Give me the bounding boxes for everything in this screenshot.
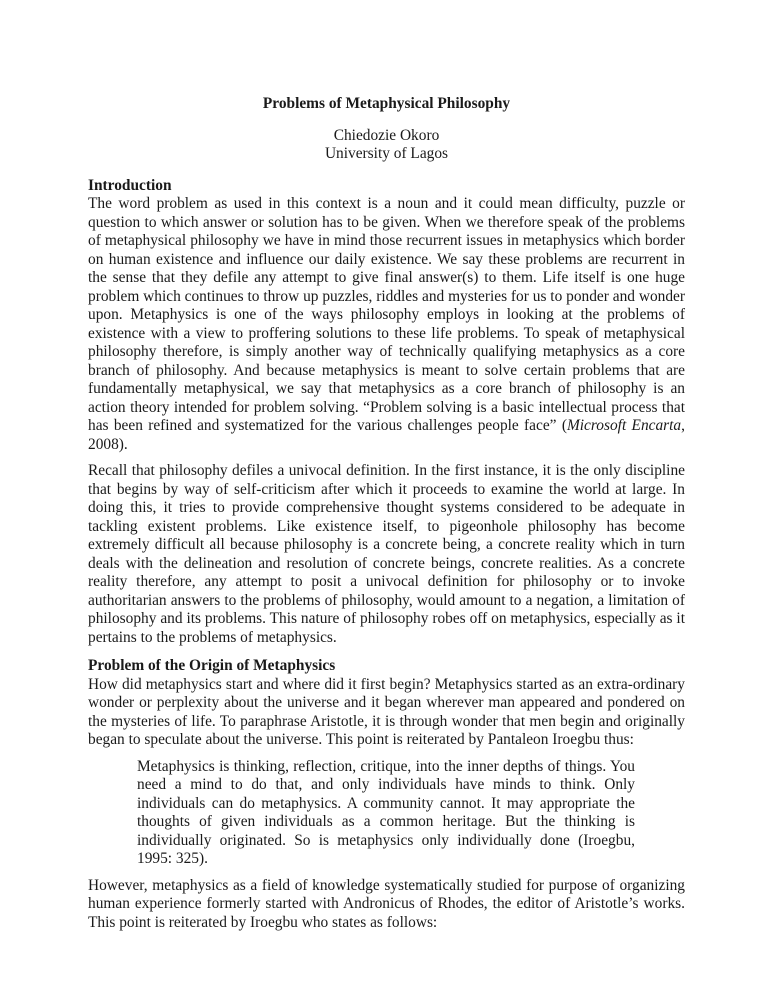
section-introduction (88, 177, 685, 648)
author-name: Chiedozie Okoro (333, 126, 440, 144)
section-heading-origin: Problem of the Origin of Metaphysics (88, 657, 336, 674)
front-matter (88, 95, 685, 164)
section-origin-of-metaphysics (88, 657, 685, 932)
paragraph-intro-2: Recall that philosophy defiles a univocal definition. In the first instance, it is the only discipline that begins by way of self-criticism after which it proceeds to examine the world at large. In doing this, it tries to provide comprehensive thought systems considered to be adequate in tackling existent problems. Like existence itself, to pigeonhole philosophy has become extremely difficult all because philosophy is a concrete being, a concrete reality which in turn deals with the delineation and resolution of concrete beings, concrete realities. As a concrete reality therefore, any attempt to posit a univocal definition for philosophy or to invoke authoritarian answers to the problems of philosophy, would amount to a negation, a limitation of philosophy and its problems. This nature of philosophy robes off on metaphysics, especially as it pertains to the problems of metaphysics. (88, 462, 685, 646)
citation-source: Microsoft Encarta (566, 417, 682, 434)
block-quote-iroegbu: Metaphysics is thinking, reflection, critique, into the inner depths of things. You need a mind to do that, and only individuals have minds to think. Only individuals can do metaphysics. A community cannot. It may appropriate the thoughts of given individuals as a common heritage. But the thinking is individually originated. So is metaphysics only individually done (Iroegbu, 1995: 325). (137, 757, 635, 867)
affiliation: University of Lagos (324, 145, 449, 162)
document-title: Problems of Metaphysical Philosophy (262, 95, 511, 112)
paragraph-origin-1: How did metaphysics start and where did it first begin? Metaphysics started as an extra-ordinary wonder or perplexity about the universe and it began wherever man appeared and pondered on the mysteries of life. To paraphrase Aristotle, it is through wonder that men begin and originally began to speculate about the universe. This point is reiterated by Pantaleon Iroegbu thus: (88, 675, 685, 748)
paragraph-text: The word problem as used in this context is a noun and it could mean difficulty, puzzle or question to which answer or solution has to be given. When we therefore speak of the problems of metaphysical philosophy we have in mind those recurrent issues in metaphysics which border on human existence and influence our daily existence. We say these problems are recurrent in the sense that they defile any attempt to give final answer(s) to them. Life itself is one huge problem which continues to throw up puzzles, riddles and mysteries for us to ponder and wonder upon. Metaphysics is one of the ways philosophy employs in looking at the problems of existence with a view to proffering solutions to these life problems. To speak of metaphysical philosophy therefore, is simply another way of technically qualifying metaphysics as a core branch of philosophy. And because metaphysics is meant to solve certain problems that are fundamentally metaphysical, we say that metaphysics as a core branch of philosophy is an action theory intended for problem solving. “Problem solving is a basic intellectual process that has been refined and systematized for the various challenges people face” ( (88, 195, 685, 434)
paragraph-intro-1 (88, 195, 685, 454)
paragraph-text: , 2008). (88, 417, 685, 453)
section-heading-introduction: Introduction (88, 176, 172, 194)
paragraph-origin-2: However, metaphysics as a field of knowledge systematically studied for purpose of organizing human experience formerly started with Andronicus of Rhodes, the editor of Aristotle’s works. This point is reiterated by Iroegbu who states as follows: (88, 876, 685, 931)
